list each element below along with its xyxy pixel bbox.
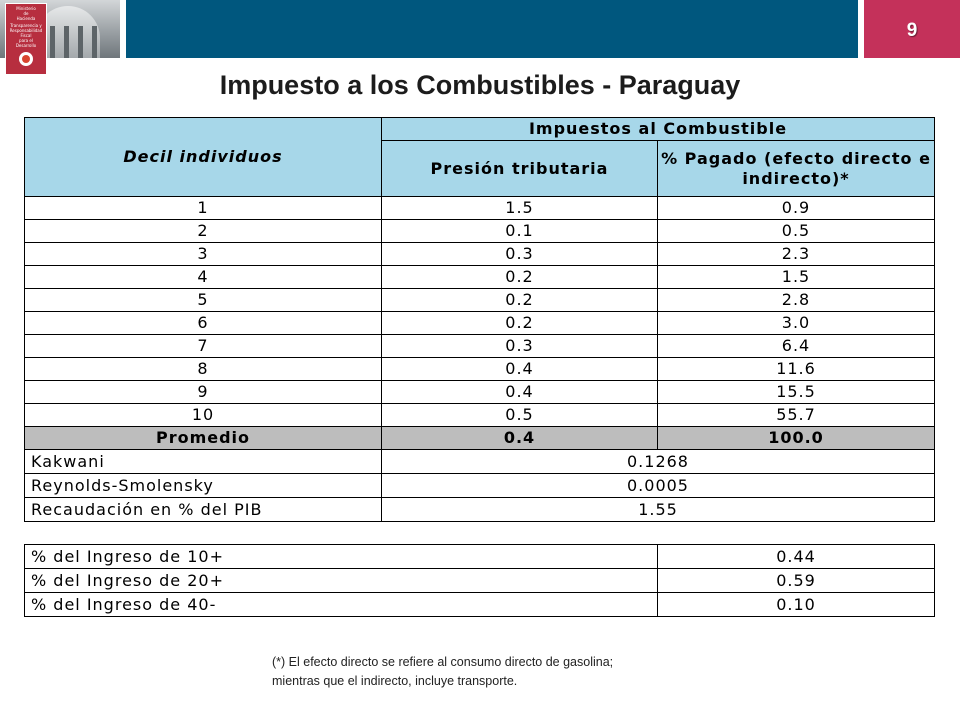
recaudacion-row: Recaudación en % del PIB 1.55 [25, 498, 935, 522]
seal-icon [19, 52, 33, 66]
page-title: Impuesto a los Combustibles - Paraguay [219, 70, 741, 100]
header-impuestos: Impuestos al Combustible [382, 118, 935, 141]
footnote: (*) El efecto directo se refiere al consumo directo de gasolina; mientras que el indirecto, incluye transporte. [272, 655, 614, 688]
table-row: % del Ingreso de 40- 0.10 [25, 593, 935, 617]
income-share-table [24, 544, 935, 617]
table-row: 8 0.4 11.6 [25, 358, 935, 381]
table-row: 2 0.1 0.5 [25, 220, 935, 243]
page-number: 9 [906, 20, 918, 41]
table-row: % del Ingreso de 20+ 0.59 [25, 569, 935, 593]
fuel-tax-table [24, 117, 935, 522]
promedio-row: Promedio 0.4 100.0 [25, 427, 935, 450]
header-presion: Presión tributaria [382, 141, 658, 197]
ministry-logo: Ministerio de Hacienda Transparencia y Responsabilidad Fiscal para el Desarrollo [5, 3, 47, 75]
table-row: % del Ingreso de 10+ 0.44 [25, 545, 935, 569]
header-decil: Decil individuos [25, 118, 382, 197]
table-row: 3 0.3 2.3 [25, 243, 935, 266]
table-row: 4 0.2 1.5 [25, 266, 935, 289]
table-row: 9 0.4 15.5 [25, 381, 935, 404]
header-pagado: % Pagado (efecto directo e indirecto)* [658, 141, 935, 197]
table-row: 5 0.2 2.8 [25, 289, 935, 312]
table-row: 6 0.2 3.0 [25, 312, 935, 335]
table-row: 10 0.5 55.7 [25, 404, 935, 427]
table-row: 1 1.5 0.9 [25, 197, 935, 220]
reynolds-smolensky-row: Reynolds-Smolensky 0.0005 [25, 474, 935, 498]
kakwani-row: Kakwani 0.1268 [25, 450, 935, 474]
page-number-box [864, 0, 960, 58]
header-band [126, 0, 858, 58]
table-row: 7 0.3 6.4 [25, 335, 935, 358]
